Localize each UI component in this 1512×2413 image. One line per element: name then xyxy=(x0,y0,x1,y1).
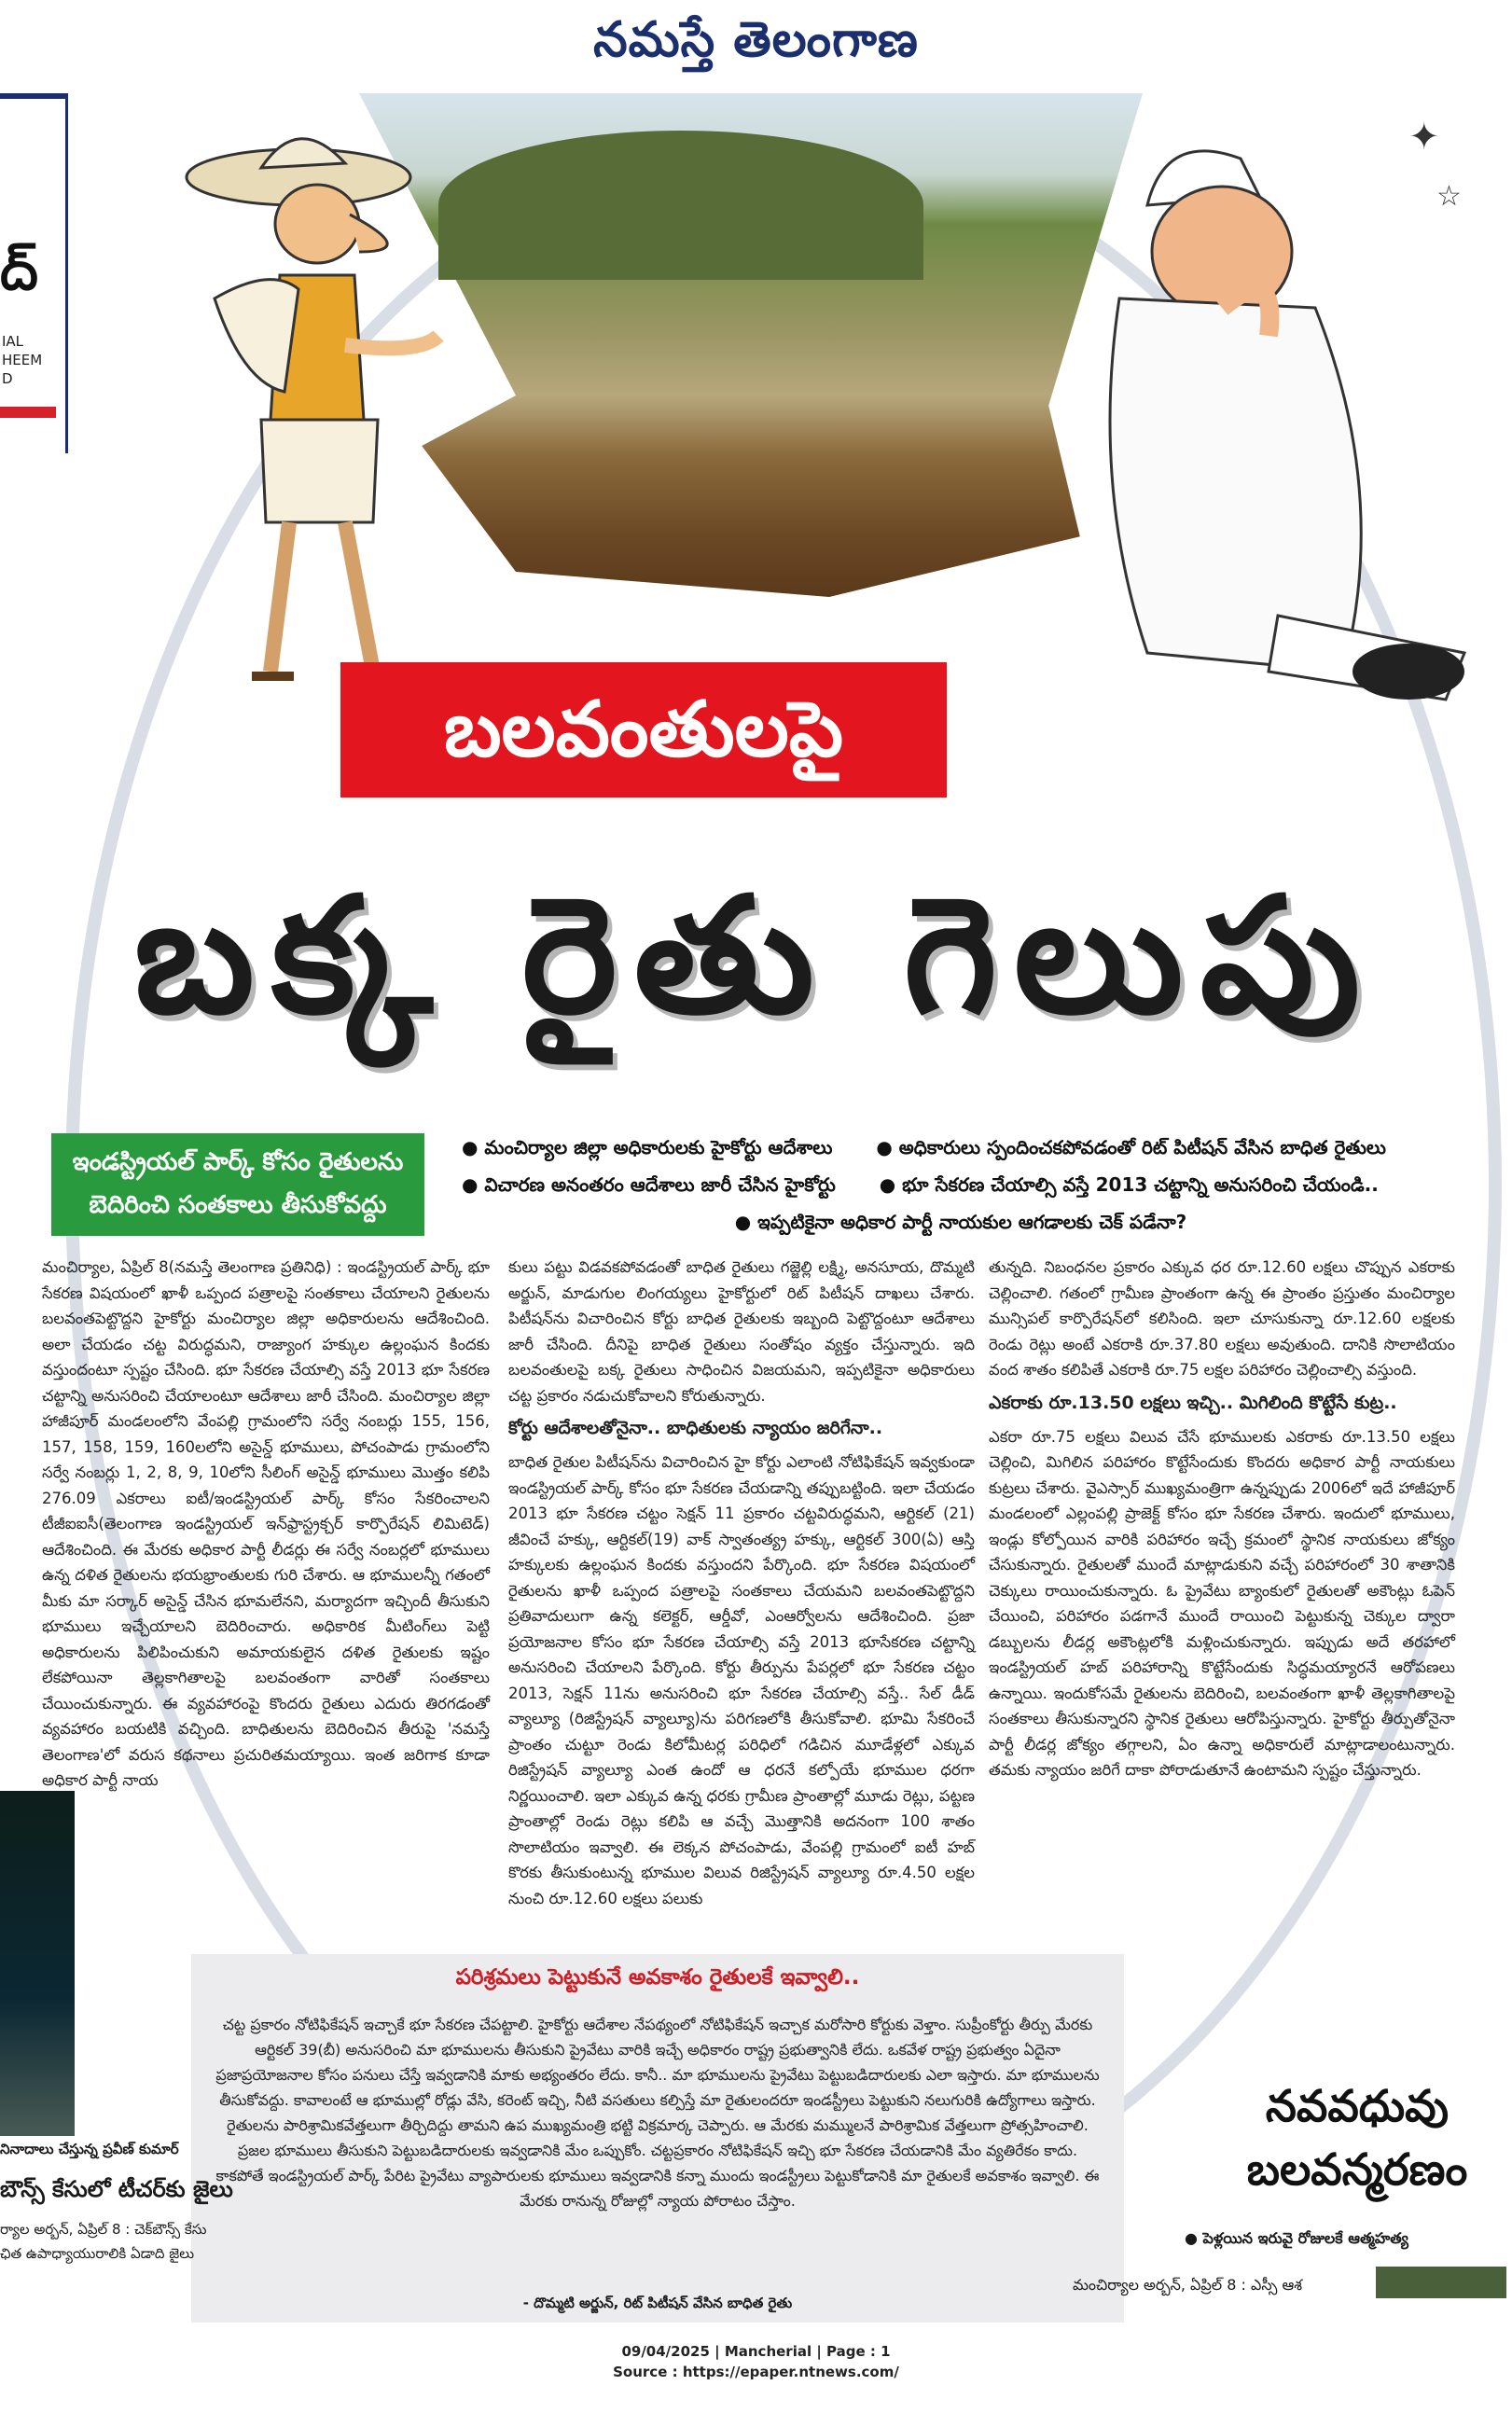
newspaper-title: నమస్తే తెలంగాణ xyxy=(593,11,919,68)
footer-source-link[interactable]: Source : https://epaper.ntnews.com/ xyxy=(613,2364,899,2380)
leader-cartoon xyxy=(1035,93,1492,737)
bullet-row: ● ఇప్పటికైనా అధికార పార్టీ నాయకుల ఆగడాలకు చెక్ పడేనా? xyxy=(734,1211,1187,1233)
left-advertisement xyxy=(0,93,68,453)
kicker-text: బలవంతులపై xyxy=(443,686,844,774)
green-highlight-box: ఇండస్ట్రియల్ పార్క్ కోసం రైతులను బెదిరించి సంతకాలు తీసుకోవద్దు xyxy=(51,1133,424,1236)
main-headline xyxy=(84,839,1427,1073)
left-story-photo xyxy=(0,1791,75,2136)
masthead xyxy=(0,0,1512,84)
kicker-banner xyxy=(340,662,947,797)
bullet-row: ● మంచిర్యాల జిల్లా అధికారులకు హైకోర్టు ఆదేశాలు ● అధికారులు స్పందించకపోవడంతో రిట్ పిటీషన్ వేసిన బాధిత రైతులు xyxy=(462,1136,1386,1158)
quote-heading: పరిశ్రమలు పెట్టుకునే అవకాశం రైతులకే ఇవ్వాలి.. xyxy=(455,1965,860,1990)
ad-text: IAL HEEM D xyxy=(2,333,43,387)
article-column-2: కులు పట్టు విడవకపోవడంతో బాధిత రైతులు గజ్జెల్లి లక్ష్మి, అనసూయ, దొమ్మటి అర్జున్, మాడుగుల లింగయ్యలు హైకోర్టులో రిట్ పిటీషన్ దాఖలు చేశారు. పిటీషన్‌ను విచారించిన కోర్టు బాధిత రైతులకు ఇబ్బంది పెట్టొద్దంటూ ఆదేశాలు జారీ చేసింది. దీనిపై బాధిత రైతులు సంతోషం వ్యక్తం చేస్తున్నారు. ఇది బలవంతులపై బక్క రైతులు సాధించిన విజయమని, ఇప్పటికైనా అధికారులు చట్ట ప్రకారం నడుచుకోవాలని కోరుతున్నారు. కోర్టు ఆదేశాలతోనైనా.. బాధితులకు న్యాయం జరిగేనా.. బాధిత రైతుల పిటీషన్‌ను విచారించిన హై కోర్టు ఎలాంటి నోటిఫికేషన్ ఇవ్వకుండా ఇండస్ట్రియల్ పార్క్ కోసం భూ సేకరణ చేయడాన్ని తప్పుబట్టింది. ఇలా చేయడం 2013 భూ సేకరణ చట్టం సెక్షన్ 11 ప్రకారం చట్టవిరుద్ధమని, ఆర్టికల్ (21) జీవించే హక్కు, ఆర్టికల్(19) వాక్ స్వాతంత్య్ర హక్కు, ఆర్టికల్ 300(ఏ) ఆస్తి హక్కులకు ఉల్లంఘన కిందకు వస్తుందని పేర్కొంది. భూ సేకరణ విషయంలో రైతులను ఖాళీ ఒప్పంద పత్రాలపై సంతకాలు చేయమని బలవంతపెట్టొద్దని ప్రతివాదులుగా ఉన్న కలెక్టర్, ఆర్డీవో, ఎంఆర్వోలను ఆదేశించింది. ప్రజా ప్రయోజనాల కోసం భూ సేకరణ చేయాల్సి వస్తే 2013 భూసేకరణ చట్టాన్ని అనుసరించి చేయాలని పేర్కొంది. కోర్టు తీర్పును పేపర్లలో భూ సేకరణ చట్టం 2013, సెక్షన్ 11ను అనుసరించి భూ సేకరణ చేయాల్సి వస్తే.. సేల్ డీడ్ వ్యాల్యూ (రిజిస్ట్రేషన్ వ్యాల్యూ)ను పరిగణలోకి తీసుకోవాలి. భూమి సేకరించే ప్రాంతం చుట్టూ రెండు కిలోమీటర్ల పరిధిలో గడిచిన మూడేళ్లలో ఎక్కువ రిజిస్ట్రేషన్ వ్యాల్యూ ఎంత ఉందో ఆ ధరనే కల్పోయే భూముల ధరగా నిర్ణయించాలి. ఇలా ఎక్కువ ఉన్న ధరకు గ్రామీణ ప్రాంతాల్లో మూడు రెట్లు, పట్టణ ప్రాంతాల్లో రెండు రెట్లు కలిపి ఆ వచ్చే మొత్తానికి అదనంగా 100 శాతం సొలాటియం ఇవ్వాలి. ఈ లెక్కన పోచంపాడు, వేంపల్లి గ్రామంలో ఐటీ హబ్ కొరకు తీసుకుంటున్న భూముల విలువ రిజిస్ట్రేషన్ వ్యాల్యూ రూ.4.50 లక్షల నుంచి రూ.12.60 లక్షలు పలుకు xyxy=(508,1258,975,1907)
page-footer xyxy=(0,2341,1512,2382)
quote-signature: - దొమ్మటి అర్జున్, రిట్ పిటీషన్ వేసిన బాధిత రైతు xyxy=(522,2295,793,2311)
bullet-row: ● విచారణ అనంతరం ఆదేశాలు జారీ చేసిన హైకోర్టు ● భూ సేకరణ చేయాల్సి వస్తే 2013 చట్టాన్ని అనుసరించి చేయండి.. xyxy=(462,1173,1379,1196)
quote-text: చట్ట ప్రకారం నోటిఫికేషన్ ఇచ్చాకే భూ సేకరణ చేపట్టాలి. హైకోర్టు ఆదేశాల నేపథ్యంలో నోటిఫికేషన్ ఇచ్చాక మరోసారి కోర్టుకు వెళ్తాం. సుప్రీంకోర్టు తీర్పు మేరకు ఆర్టికల్ 39(బీ) అనుసరించి మా భూములను తీసుకుని ప్రైవేటు వారికి ఇచ్చే అధికారం రాష్ట్ర ప్రభుత్వానికి లేదు. ఒకవేళ రాష్ట్ర ప్రభుత్వం ఏదైనా ప్రజాప్రయోజనాల కోసం పనులు చేస్తే ఇవ్వడానికి మాకు అభ్యంతరం లేదు. కానీ.. మా భూములను ప్రైవేటు పెట్టుబడిదారులకు ఎలా ఇస్తారు. మా భూములను తీసుకోవద్దు. కావాలంటే ఆ భూముల్లో రోడ్లు వేసి, కరెంట్ ఇచ్చి, నీటి వసతులు కల్పిస్తే మా రైతులందరూ ఇండస్ట్రీలు పెట్టుకుని నలుగురికి ఉద్యోగాలు ఇస్తారు. రైతులను పారిశ్రామికవేత్తలుగా తీర్చిదిద్దు తామని ఉప ముఖ్యమంత్రి భట్టి విక్రమార్క చెప్పారు. ఆ మేరకు మమ్ములనే పారిశ్రామిక వేత్తలుగా ప్రోత్సహించాలి. ప్రజల భూములు తీసుకుని పెట్టుబడిదారులకు ఇవ్వడానికి మేం ఒప్పుకోం. చట్టప్రకారం నోటిఫికేషన్ ఇచ్చి భూ సేకరణ చేయడానికి మేం వ్యతిరేకం కాదు. కాకపోతే ఇండస్ట్రియల్ పార్క్ పేరిట ప్రైవేటు వ్యాపారులకు భూములు ఇవ్వడానికి కన్నా ముందు ఇండస్ట్రీలు పెట్టుకోడానికి మా రైతులకే అవకాశం ఇవ్వాలి. ఈ మేరకు రానున్న రోజుల్లో న్యాయ పోరాటం చేస్తాం. xyxy=(215,2016,1100,2210)
side-story-headline: నవవధువు బలవన్మరణం xyxy=(1246,2081,1468,2196)
ad-red-bar xyxy=(0,407,56,418)
article-column-3: తున్నది. నిబంధనల ప్రకారం ఎక్కువ ధర రూ.12.60 లక్షలు చొప్పున ఎకరాకు చెల్లించాలి. గతంలో గ్రామీణ ప్రాంతంగా ఉన్న ఈ ప్రాంతం ప్రస్తుతం మంచిర్యాల మున్సిపల్ కార్పొరేషన్‌లో కలిసింది. ఇలా చూసుకున్నా రూ.12.60 లక్షలకు రెండు రెట్లు అంటే ఎకరాకి రూ.37.80 లక్షలు అవుతుంది. దానికి సొలాటియం వంద శాతం కలిపితే ఎకరాకి రూ.75 లక్షల పరిహారం చెల్లించాల్సి వస్తుంది. ఎకరాకు రూ.13.50 లక్షలు ఇచ్చి.. మిగిలింది కొట్టేసే కుట్ర.. ఎకరా రూ.75 లక్షలు విలువ చేసే భూములకు ఎకరాకు రూ.13.50 లక్షలు చెల్లించి, మిగిలిన పరిహారం కొట్టేసేందుకు కొందరు అధికార పార్టీ నాయకులు కుట్రలు చేశారు. వైఎస్సార్ ముఖ్యమంత్రిగా ఉన్నప్పుడు 2006లో ఇదే హాజీపూర్ మండలంలో ఎల్లంపల్లి ప్రాజెక్ట్ కోసం భూ సేకరణ చేశారు. ఇందులో భూములు, ఇండ్లు కోల్పోయిన వారికి పరిహారం ఇచ్చే క్రమంలో స్థానిక నాయకులు జోక్యం చేసుకున్నారు. రైతులతో ముందే మాట్లాడుకుని వచ్చే పరిహారంలో 30 శాతానికి చెక్కులు రాయించుకున్నారు. ఓ ప్రైవేటు బ్యాంకులో రైతులతో అకౌంట్లు ఓపెన్ చేయించి, పరిహారం పడగానే ముందే రాయించి పెట్టుకున్న చెక్కుల ద్వారా డబ్బులను లీడర్ల అకౌంట్లలోకి మళ్లించుకున్నారు. ఇప్పుడు అదే తరహాలో ఇండస్ట్రియల్ హబ్ పరిహారాన్ని కొట్టేసేందుకు సిద్ధమయ్యారనే ఆరోపణలు ఉన్నాయి. ఇందుకోసమే రైతులను బెదిరించి, బలవంతంగా ఖాళీ తెల్లకాగితాలపై సంతకాలు తీసుకున్నారని స్థానిక రైతులు ఆరోపిస్తున్నారు. హైకోర్టు తీర్పుతోనైనా పార్టీ లీడర్ల జోక్యం తగ్గాలని, ఏం ఉన్నా అధికారులే మాట్లాడాలంటున్నారు. తమకు న్యాయం జరిగే దాకా పోరాడుతూనే ఉంటామని స్పష్టం చేస్తున్నారు. xyxy=(989,1258,1455,1779)
farmer-cartoon xyxy=(159,112,466,709)
left-story-text: ర్యాల అర్బన్, ఏప్రిల్ 8 : చెక్‌బౌన్స్ కేసు ఛిత ఉపాధ్యాయురాలికి ఏడాది జైలు xyxy=(0,2221,207,2262)
left-story-headline: బౌన్స్ కేసులో టీచర్‌కు జైలు xyxy=(0,2176,233,2202)
subheading: కోర్టు ఆదేశాలతోనైనా.. బాధితులకు న్యాయం జరిగేనా.. xyxy=(508,1418,883,1438)
quote-box xyxy=(191,1954,1124,2323)
side-story-text: మంచిర్యాల అర్బన్, ఏప్రిల్ 8 : ఎస్సీ ఆశ xyxy=(1073,2276,1303,2294)
subheading: ఎకరాకు రూ.13.50 లక్షలు ఇచ్చి.. మిగిలింది కొట్టేసే కుట్ర.. xyxy=(989,1392,1397,1413)
headline-text: బక్క రైతు గెలుపు xyxy=(133,862,1378,1049)
svg-text:✦: ✦ xyxy=(1408,116,1440,159)
side-story-sub: ● పెళ్లయిన ఇరువై రోజులకే ఆత్మహత్య xyxy=(1185,2229,1408,2247)
side-story-photo xyxy=(1376,2267,1506,2298)
article-column-1: మంచిర్యాల, ఏప్రిల్ 8(నమస్తే తెలంగాణ ప్రతినిధి) : ఇండస్ట్రియల్ పార్క్ భూ సేకరణ విషయంలో ఖాళీ ఒప్పంద పత్రాలపై సంతకాలు చేయాలని రైతులను బలవంతపెట్టొద్దని హైకోర్టు మంచిర్యాల జిల్లా అధికారులను ఆదేశించింది. అలా చేయడం చట్ట విరుద్ధమని, రాజ్యాంగ హక్కుల ఉల్లంఘన కిందకు వస్తుందంటూ స్పష్టం చేసింది. భూ సేకరణ చేయాల్సి వస్తే 2013 భూ సేకరణ చట్టాన్ని అనుసరించి చేయాలంటూ ఆదేశాలు జారీ చేసింది. మంచిర్యాల జిల్లా హాజీపూర్ మండలంలోని వేంపల్లి గ్రామంలోని సర్వే నంబర్లు 155, 156, 157, 158, 159, 160లలోని అసైన్డ్ భూములు, పోచంపాడు గ్రామంలోని సర్వే నంబర్లు 1, 2, 8, 9, 10లోని సీలింగ్ అసైన్డ్ భూములు మొత్తం కలిపి 276.09 ఎకరాలు ఐటీ/ఇండస్ట్రియల్ పార్క్ కోసం సేకరించాలని టీజీఐఐసీ(తెలంగాణ ఇండస్ట్రియల్ ఇన్‌ఫ్రాస్ట్రక్చర్ కార్పొరేషన్ లిమిటెడ్) ఆదేశించింది. ఈ మేరకు అధికార పార్టీ లీడర్లు ఈ సర్వే నంబర్లలో భూములు ఉన్న దళిత రైతులను భయభ్రాంతులకు గురి చేశారు. ఆ భూములన్నీ గతంలో మీకు మా సర్కార్ అసైన్డ్ చేసిన భూమలేనని, మర్యాదగా ఇచ్చిందీ తీసుకుని భూములు ఇచ్చేయాలని బెదిరించారు. అధికారిక మీటింగ్‌లు పెట్టి అధికారులను పిలిపించుకుని అమాయకులైన దళిత రైతులకు ఇష్టం లేకపోయినా తెల్లకాగితాలపై బలవంతంగా వారితో సంతకాలు చేయించుకున్నారు. ఈ వ్యవహారంపై కొందరు రైతులు ఎదురు తిరగడంతో వ్యవహారం బయటికి వచ్చింది. బాధితులను బెదిరించిన తీరుపై 'నమస్తే తెలంగాణ'లో వరుస కథనాలు ప్రచురితమయ్యాయి. ఇంత జరిగాక కూడా అధికార పార్టీ నాయ xyxy=(42,1258,490,1789)
ad-big-letter: ద్ xyxy=(0,239,38,302)
svg-text:☆: ☆ xyxy=(1436,180,1462,213)
left-photo-caption: నినాదాలు చేస్తున్న ప్రవీణ్ కుమార్ xyxy=(0,2141,179,2157)
hill-in-photo xyxy=(438,131,923,280)
bullet-highlights xyxy=(462,1129,1497,1241)
footer-date-line: 09/04/2025 | Mancherial | Page : 1 xyxy=(621,2343,891,2360)
